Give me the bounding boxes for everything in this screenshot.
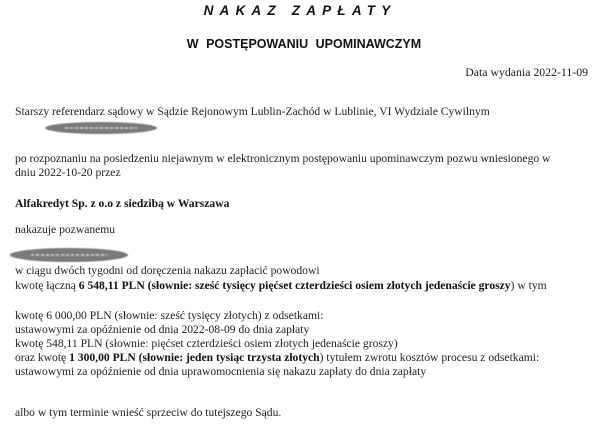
issue-date: Data wydania 2022-11-09: [465, 65, 588, 79]
principal-line-1: kwotę 6 000,00 PLN (słownie: sześć tysięcy złotych) z odsetkami:: [15, 309, 324, 322]
plaintiff-name: Alfakredyt Sp. z o.o z siedzibą w Warszawa: [15, 197, 230, 210]
secondary-line-1: kwotę 548,11 PLN (słownie: pięćset czterdzieści osiem złotych jedenaście groszy): [15, 337, 398, 350]
deadline-line: w ciągu dwóch tygodni od doręczenia nakazu zapłacić powodowi: [15, 264, 320, 277]
document-subtitle: W POSTĘPOWANIU UPOMINAWCZYM: [186, 37, 422, 51]
principal-line-2: ustawowymi za opóźnienie od dnia 2022-08-09 do dnia zapłaty: [15, 323, 310, 336]
total-suffix: ) w tym: [510, 279, 547, 292]
redacted-issuer-name: [45, 122, 157, 134]
costs-line-2: ustawowymi za opóźnienie od dnia uprawomocnienia się nakazu zapłaty do dnia zapłaty: [15, 365, 427, 378]
total-prefix: kwotę łączną: [15, 279, 79, 292]
costs-prefix: oraz kwotę: [15, 351, 70, 364]
orders-defendant: nakazuje pozwanemu: [15, 223, 116, 236]
redacted-defendant-name: [10, 248, 128, 262]
objection-line: albo w tym terminie wnieść sprzeciw do tutejszego Sądu.: [15, 406, 282, 419]
issuer-line: Starszy referendarz sądowy w Sądzie Rejonowym Lublin-Zachód w Lublinie, VI Wydziale Cywilnym: [15, 105, 490, 118]
costs-suffix: ) tytułem zwrotu kosztów procesu z odsetkami:: [319, 351, 540, 364]
costs-amount: 1 300,00 PLN (słownie: jeden tysiąc trzysta złotych: [69, 351, 320, 364]
total-amount: 6 548,11 PLN (słownie: sześć tysięcy pięćset czterdzieści osiem złotych jedenaście groszy: [78, 279, 511, 292]
recognition-line-2: dniu 2022-10-20 przez: [15, 166, 121, 179]
document-title: NAKAZ ZAPŁATY: [203, 3, 397, 18]
costs-line-1: [15, 351, 539, 364]
recognition-line-1: po rozpoznaniu na posiedzeniu niejawnym w elektronicznym postępowaniu upominawczym pozwu wniesionego w: [15, 152, 551, 165]
total-amount-line: [15, 279, 547, 292]
